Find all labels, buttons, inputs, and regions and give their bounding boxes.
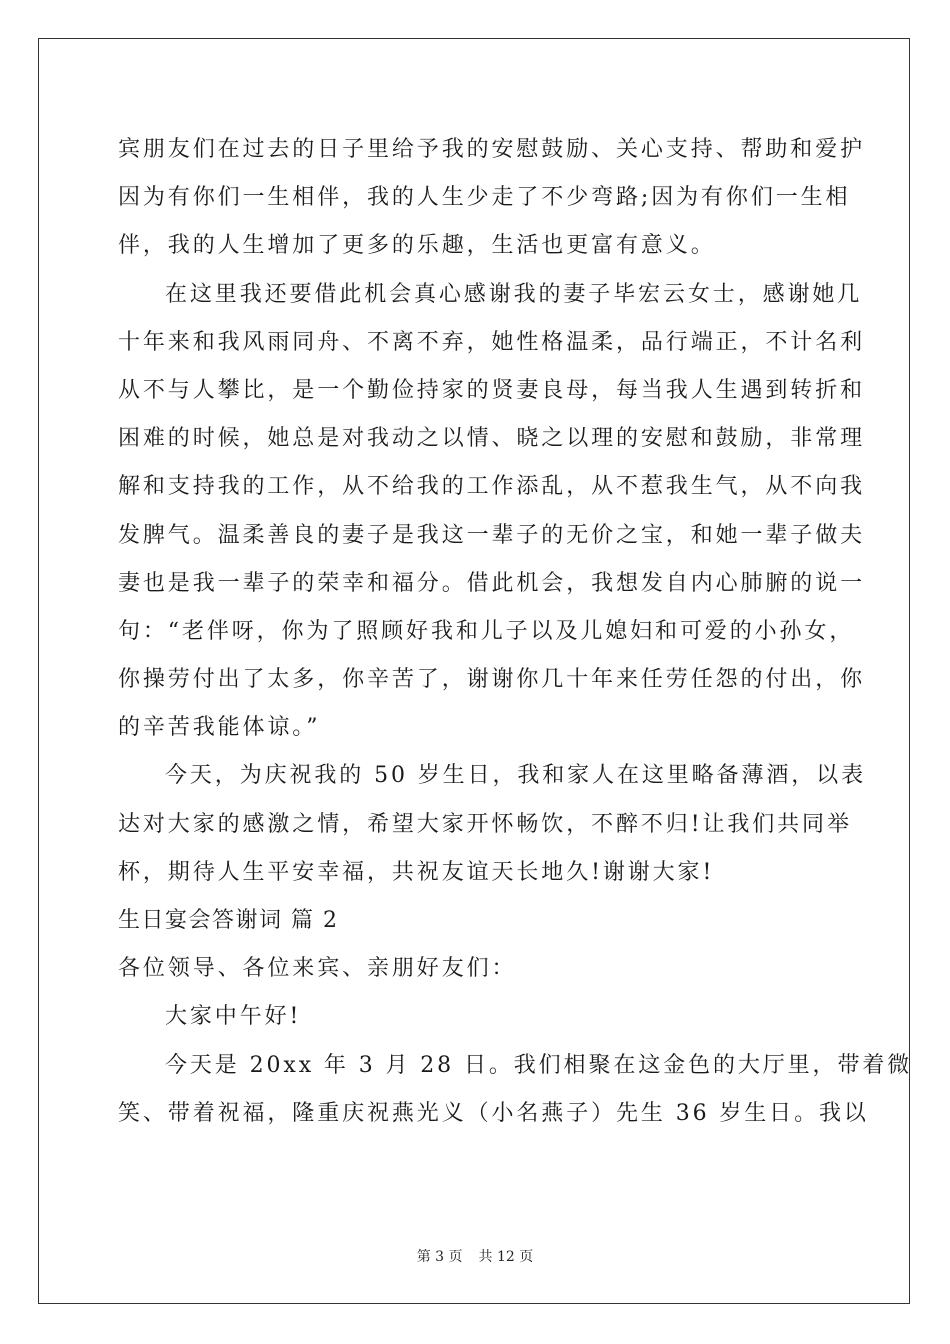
- greeting: 大家中午好!: [165, 1004, 302, 1030]
- text-line: 十年来和我风雨同舟、不离不弃，她性格温柔，品行端正，不计名利: [118, 329, 866, 355]
- text-line: 的辛苦我能体谅。”: [118, 715, 321, 741]
- text-line: 你操劳付出了太多，你辛苦了，谢谢你几十年来任劳任怨的付出，你: [118, 667, 866, 693]
- salutation: 各位领导、各位来宾、亲朋好友们：: [118, 956, 517, 982]
- text-line: 笑、带着祝福，隆重庆祝燕光义（小名燕子）先生 36 岁生日。我以: [118, 1100, 869, 1126]
- text-line: 发脾气。温柔善良的妻子是我这一辈子的无价之宝，和她一辈子做夫: [118, 522, 866, 548]
- page-footer: [0, 1248, 950, 1266]
- text-line: 杯，期待人生平安幸福，共祝友谊天长地久!谢谢大家!: [118, 859, 715, 885]
- text-line: 句：“老伴呀，你为了照顾好我和儿子以及儿媳妇和可爱的小孙女，: [118, 618, 855, 644]
- page-total: 共 12 页: [478, 1249, 534, 1265]
- text-line: 宾朋友们在过去的日子里给予我的安慰鼓励、关心支持、帮助和爱护: [118, 137, 866, 162]
- text-line: 今天是 20xx 年 3 月 28 日。我们相聚在这金色的大厅里，带着微: [165, 1052, 913, 1078]
- text-line: 达对大家的感激之情，希望大家开怀畅饮，不醉不归!让我们共同举: [118, 811, 852, 837]
- text-line: 困难的时候，她总是对我动之以情、晓之以理的安慰和鼓励，非常理: [118, 426, 866, 452]
- text-line: 妻也是我一辈子的荣幸和福分。借此机会，我想发自内心肺腑的说一: [118, 570, 866, 596]
- document-body: [118, 126, 913, 1138]
- text-line: 在这里我还要借此机会真心感谢我的妻子毕宏云女士，感谢她几: [165, 281, 863, 307]
- section-heading: 生日宴会答谢词 篇 2: [118, 908, 339, 933]
- text-line: 今天，为庆祝我的 50 岁生日，我和家人在这里略备薄酒，以表: [165, 763, 866, 789]
- text-line: 解和支持我的工作，从不给我的工作添乱，从不惹我生气，从不向我: [118, 474, 866, 500]
- page-number: 第 3 页: [416, 1249, 463, 1265]
- text-line: 因为有你们一生相伴，我的人生少走了不少弯路;因为有你们一生相: [118, 185, 851, 211]
- text-line: 伴，我的人生增加了更多的乐趣，生活也更富有意义。: [118, 233, 716, 259]
- text-line: 从不与人攀比，是一个勤俭持家的贤妻良母，每当我人生遇到转折和: [118, 377, 866, 403]
